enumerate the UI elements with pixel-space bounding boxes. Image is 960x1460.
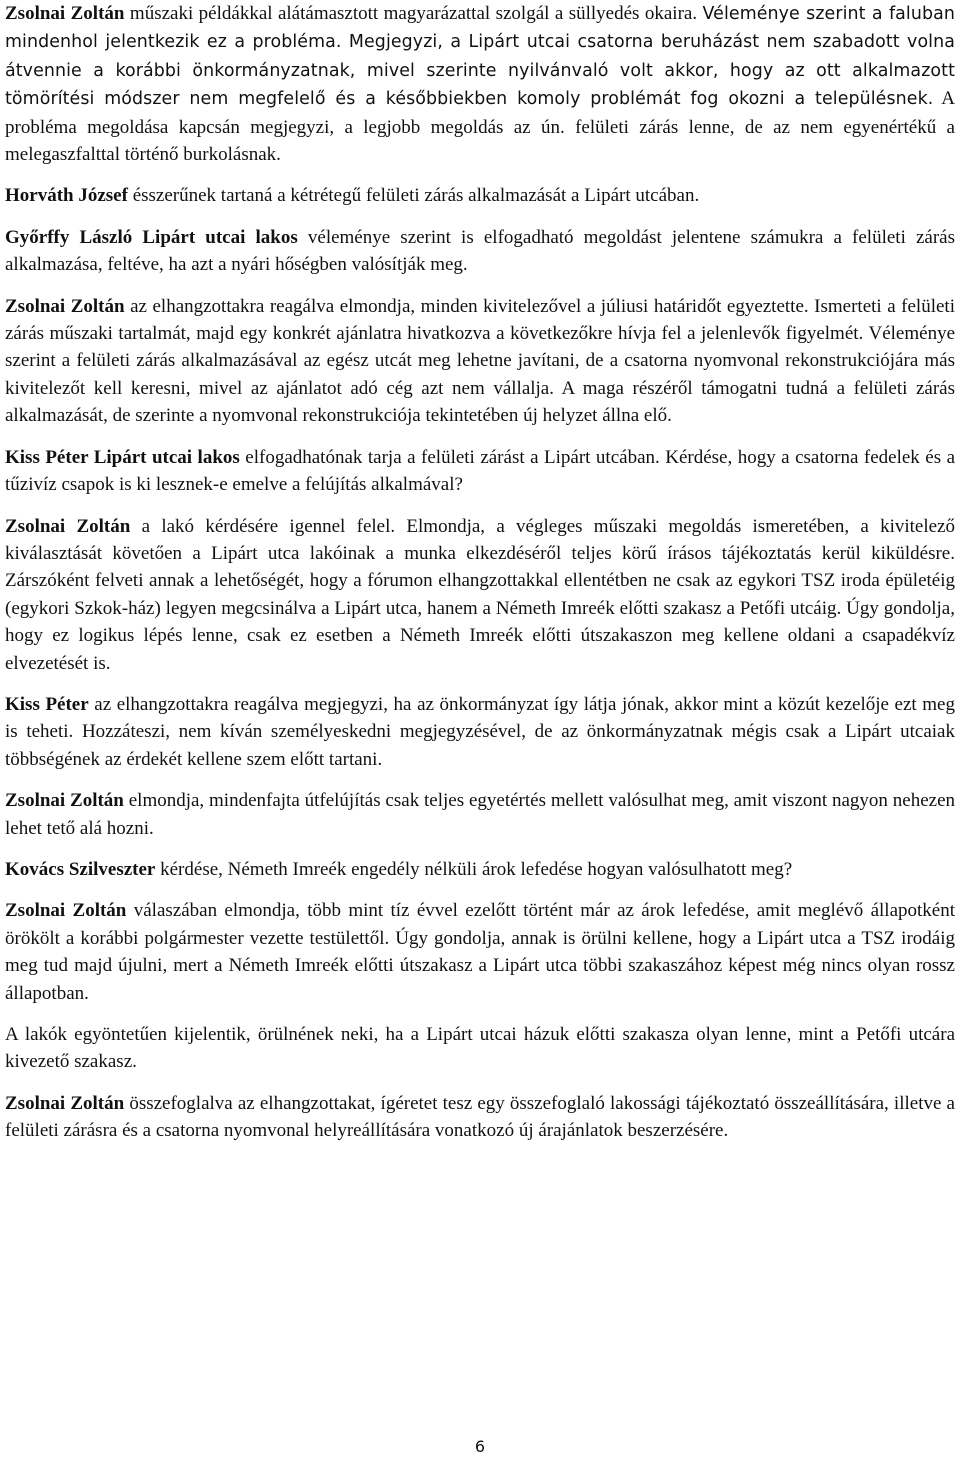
paragraph <box>5 444 955 499</box>
paragraph <box>5 897 955 1007</box>
paragraph <box>5 1090 955 1145</box>
paragraph-text: felületi zárás lenne, de az nem egyenértékű a melegaszfalttal történő burkolásnak. <box>5 116 955 166</box>
paragraph-text: A probléma megoldása kapcsán megjegyzi, a legjobb megoldás az ún. <box>5 88 955 138</box>
paragraph-text: összefoglalva az elhangzottakat, ígéretet tesz egy összefoglaló lakossági tájékoztató összeállítására, illetve a felületi zárásra és a csatorna nyomvonal helyreállítására vonatkozó új árajánlatok beszerzésére. <box>5 1092 955 1142</box>
paragraph-text: a lakó kérdésére igennel felel. Elmondja, a végleges műszaki megoldás ismeretében, a kivitelező kiválasztását követően a Lipárt utca lakóinak a munka elkezdéséről teljes körű írásos tájékoztatás kerül kiküldésre. Zárszóként felveti annak a lehetőségét, hogy a fórumon elhangzottakkal ellentétben ne csak az egykori TSZ iroda épületéig (egykori Szkok-ház) legyen megcsinálva a Lipárt utca, hanem a Németh Imreék előtti szakasz a Petőfi utcáig. Úgy gondolja, hogy ez logikus lépés lenne, csak ez esetben a Németh Imreék előtti útszakaszon meg kellene oldani a csapadékvíz elvezetését is. <box>5 515 955 674</box>
speaker-name: Győrffy László Lipárt utcai lakos <box>5 226 298 248</box>
paragraph <box>5 0 955 168</box>
document-page <box>5 0 955 1159</box>
paragraph <box>5 856 955 883</box>
paragraph <box>5 293 955 430</box>
paragraph <box>5 224 955 279</box>
paragraph-text: válaszában elmondja, több mint tíz évvel ezelőtt történt már az árok lefedése, amit meglévő állapotként örökölt a korábbi polgármester vezette testülettől. Úgy gondolja, annak is örülni kellene, hogy a Lipárt utca a TSZ irodáig meg tud majd újulni, mert a Németh Imreék előtti útszakasz a Lipárt utca többi szakaszához képest még nincs olyan rossz állapotban. <box>5 900 956 1004</box>
paragraph-text: ésszerűnek tartaná a kétrétegű felületi zárás alkalmazását a Lipárt utcában. <box>127 185 700 207</box>
paragraph-text: Véleménye szerint a faluban mindenhol jelentkezik ez a probléma. Megjegyzi, a Lipárt utcai csatorna beruházást nem szabadott volna átvennie a korábbi önkormányzatnak, mivel szerinte nyilvánvaló volt akkor, hogy az ott alkalmazott tömörítési módszer nem megfelelő és a későbbiekben komoly problémát fog okozni a településnek. <box>5 4 955 110</box>
paragraph-text: A lakók egyöntetűen kijelentik, örülnének neki, ha a Lipárt utcai házuk előtti szakasza olyan lenne, mint a Petőfi utcára kivezető szakasz. <box>5 1024 955 1073</box>
speaker-name: Zsolnai Zoltán <box>5 790 124 812</box>
speaker-name: Kiss Péter <box>5 693 89 715</box>
speaker-name: Horváth József <box>5 185 128 207</box>
speaker-name: Zsolnai Zoltán <box>5 515 131 537</box>
paragraph <box>5 691 955 773</box>
paragraph-text: az elhangzottakra reagálva megjegyzi, ha az önkormányzat így látja jónak, akkor mint a közút kezelője ezt meg is teheti. Hozzáteszi, nem kíván személyeskedni megjegyzésével, de az önkormányzatnak mégis csak a Lipárt utcaiak többségének az érdekét kellene szem előtt tartani. <box>5 693 955 770</box>
page-number: 6 <box>474 1437 486 1456</box>
speaker-name: Zsolnai Zoltán <box>5 295 125 317</box>
speaker-name: Kovács Szilveszter <box>5 858 156 880</box>
paragraph-text: elfogadhatónak tarja a felületi zárást a Lipárt utcában. Kérdése, hogy a csatorna fedelek és a tűzivíz csapok is ki lesznek-e emelve a felújítás alkalmával? <box>5 446 956 496</box>
paragraph-text: műszaki példákkal alátámasztott magyarázattal szolgál a süllyedés okaira. <box>124 3 703 24</box>
paragraph-text: az elhangzottakra reagálva elmondja, minden kivitelezővel a júliusi határidőt egyeztette. Ismerteti a felületi zárás műszaki tartalmát, majd egy konkrét ajánlatra hivatkozva a következőkre hívja fel a jelenlevők figyelmét. Véleménye szerint a felületi zárás alkalmazásával az egész utcát meg lehetne javítani, de a csatorna nyomvonal rekonstrukciójára más kivitelezőt kell keresni, mivel az ajánlatot adó cég azt nem vállalja. A maga részéről támogatni tudná a felületi zárás alkalmazását, de szerinte a nyomvonal rekonstrukciója tekintetében új helyzet állna elő. <box>5 295 955 427</box>
paragraph-text: elmondja, mindenfajta útfelújítás csak teljes egyetértés mellett valósulhat meg, amit viszont nagyon nehezen lehet tető alá hozni. <box>5 790 955 839</box>
paragraph <box>5 1021 955 1076</box>
paragraph <box>5 182 955 209</box>
speaker-name: Zsolnai Zoltán <box>5 900 127 922</box>
speaker-name: Kiss Péter Lipárt utcai lakos <box>5 446 240 468</box>
speaker-name: Zsolnai Zoltán <box>5 3 125 24</box>
paragraph-text: véleménye szerint is elfogadható megoldást jelentene számukra a felületi zárás alkalmazása, feltéve, ha azt a nyári hőségben valósítják meg. <box>5 226 955 276</box>
paragraph <box>5 787 955 842</box>
paragraph <box>5 513 955 677</box>
speaker-name: Zsolnai Zoltán <box>5 1092 125 1114</box>
paragraph-text: kérdése, Németh Imreék engedély nélküli árok lefedése hogyan valósulhatott meg? <box>155 858 793 880</box>
